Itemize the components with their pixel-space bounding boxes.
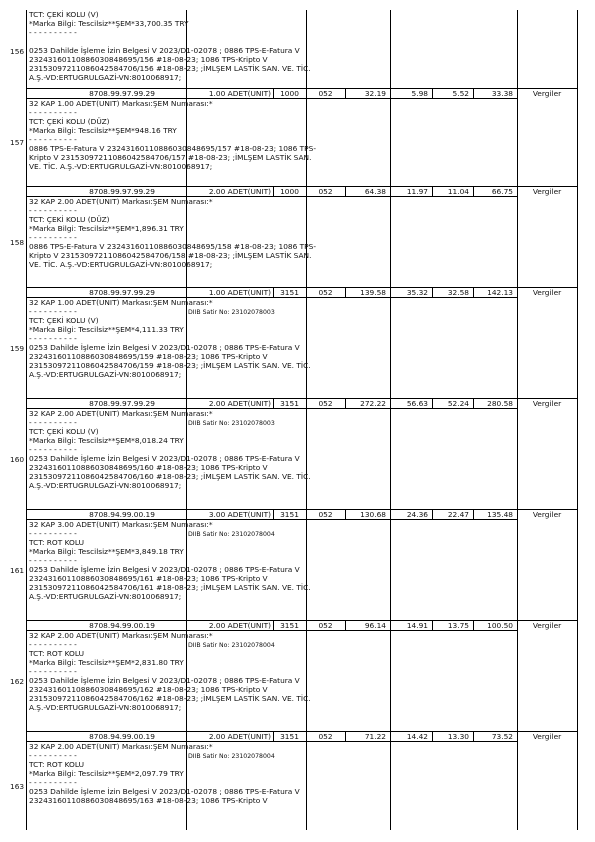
value-2: 5.98: [411, 89, 428, 98]
value-3: 32.58: [447, 288, 469, 297]
description-line: VE. TİC. A.Ş.-VD:ERTUGRULGAZİ-VN:8010068917;: [29, 162, 213, 171]
description-line: A.Ş.-VD:ERTUGRULGAZİ-VN:8010068917;: [29, 592, 182, 601]
description-line: - - - - - - - - - -: [29, 206, 77, 215]
description-line: 23153097211086042584706/161 #18-08-23; ;İMLŞEM LASTİK SAN. VE. TİC.: [29, 583, 311, 592]
description-line: 32 KAP 2.00 ADET(UNIT) Markası:ŞEM Numarası:*: [29, 631, 213, 640]
row-number: 160: [10, 454, 25, 464]
code-b: 052: [318, 288, 333, 297]
description-line: 32 KAP 3.00 ADET(UNIT) Markası:ŞEM Numarası:*: [29, 520, 213, 529]
description-line: TCT: ROT KOLU: [29, 538, 85, 547]
quantity: 2.00 ADET(UNIT): [208, 399, 271, 408]
description-line: - - - - - - - - - -: [29, 307, 77, 316]
value-2: 11.97: [406, 187, 428, 196]
description-line: 23153097211086042584706/160 #18-08-23; ;İMLŞEM LASTİK SAN. VE. TİC.: [29, 472, 311, 481]
description-line: A.Ş.-VD:ERTUGRULGAZİ-VN:8010068917;: [29, 481, 182, 490]
row-number: 158: [10, 237, 25, 247]
tax-column-rule: [517, 10, 518, 830]
gtip-code: 8708.94.99.00.19: [89, 510, 155, 519]
description-line: *Marka Bilgi: Tescilsiz**ŞEM*2,831.80 TRY: [29, 658, 184, 667]
description-line: A.Ş.-VD:ERTUGRULGAZİ-VN:8010068917;: [29, 370, 182, 379]
description-line: A.Ş.-VD:ERTUGRULGAZİ-VN:8010068917;: [29, 703, 182, 712]
code-a: 1000: [280, 89, 299, 98]
description-line: *Marka Bilgi: Tescilsiz**ŞEM*4,111.33 TRY: [29, 325, 184, 334]
gtip-code: 8708.99.97.99.29: [89, 89, 155, 98]
value-2: 56.63: [406, 399, 428, 408]
code-b: 052: [318, 399, 333, 408]
value-3: 13.30: [447, 732, 469, 741]
code-a: 3151: [280, 510, 299, 519]
quantity: 3.00 ADET(UNIT): [208, 510, 271, 519]
diib-line-note: DIIB Satir No: 23102078004: [188, 531, 275, 538]
description-line: A.Ş.-VD:ERTUGRULGAZİ-VN:8010068917;: [29, 73, 182, 82]
description-line: *Marka Bilgi: Tescilsiz**ŞEM*8,018.24 TRY: [29, 436, 184, 445]
diib-line-note: DIIB Satir No: 23102078004: [188, 642, 275, 649]
description-line: - - - - - - - - - -: [29, 778, 77, 787]
description-line: *Marka Bilgi: Tescilsiz**ŞEM*3,849.18 TRY: [29, 547, 184, 556]
value-4: 280.58: [487, 399, 513, 408]
tax-label: Vergiler: [532, 89, 562, 98]
tax-label: Vergiler: [532, 510, 562, 519]
code-a: 3151: [280, 288, 299, 297]
gtip-code: 8708.99.97.99.29: [89, 399, 155, 408]
code-a: 3151: [280, 399, 299, 408]
description-line: - - - - - - - - - -: [29, 28, 77, 37]
code-a: 3151: [280, 621, 299, 630]
quantity: 1.00 ADET(UNIT): [208, 288, 271, 297]
value-4: 66.75: [491, 187, 513, 196]
value-3: 5.52: [452, 89, 469, 98]
description-line: 23243160110886030848695/162 #18-08-23; 1086 TPS-Kripto V: [29, 685, 268, 694]
description-line: - - - - - - - - - -: [29, 751, 77, 760]
description-line: - - - - - - - - - -: [29, 556, 77, 565]
value-1: 32.19: [364, 89, 386, 98]
code-b: 052: [318, 187, 333, 196]
value-3: 13.75: [447, 621, 469, 630]
value-3: 52.24: [447, 399, 469, 408]
value-4: 100.50: [487, 621, 513, 630]
gtip-code: 8708.99.97.99.29: [89, 187, 155, 196]
value-4: 135.48: [487, 510, 513, 519]
description-line: 0253 Dahilde İşleme İzin Belgesi V 2023/D1-02078 ; 0886 TPS-E-Fatura V: [29, 46, 300, 55]
description-line: - - - - - - - - - -: [29, 135, 77, 144]
tax-label: Vergiler: [532, 187, 562, 196]
row-number: 163: [10, 781, 25, 791]
code-b: 052: [318, 510, 333, 519]
gtip-code: 8708.99.97.99.29: [89, 288, 155, 297]
value-3: 22.47: [447, 510, 469, 519]
table-left-border: [26, 10, 27, 830]
description-line: 32 KAP 2.00 ADET(UNIT) Markası:ŞEM Numarası:*: [29, 742, 213, 751]
description-line: TCT: ÇEKİ KOLU (DÜZ): [29, 117, 110, 126]
description-line: *Marka Bilgi: Tescilsiz**ŞEM*948.16 TRY: [29, 126, 177, 135]
quantity: 2.00 ADET(UNIT): [208, 732, 271, 741]
description-line: - - - - - - - - - -: [29, 418, 77, 427]
description-line: 0886 TPS-E-Fatura V 23243160110886030848695/158 #18-08-23; 1086 TPS-: [29, 242, 316, 251]
description-line: 23153097211086042584706/162 #18-08-23; ;İMLŞEM LASTİK SAN. VE. TİC.: [29, 694, 311, 703]
diib-line-note: DIIB Satir No: 23102078003: [188, 309, 275, 316]
code-a: 3151: [280, 732, 299, 741]
description-line: 0253 Dahilde İşleme İzin Belgesi V 2023/D1-02078 ; 0886 TPS-E-Fatura V: [29, 787, 300, 796]
code-a: 1000: [280, 187, 299, 196]
description-line: *Marka Bilgi: Tescilsiz**ŞEM*33,700.35 TRY: [29, 19, 189, 28]
tax-label: Vergiler: [532, 732, 562, 741]
description-line: - - - - - - - - - -: [29, 334, 77, 343]
description-line: - - - - - - - - - -: [29, 667, 77, 676]
code-b: 052: [318, 732, 333, 741]
description-line: - - - - - - - - - -: [29, 529, 77, 538]
description-line: TCT: ÇEKİ KOLU (V): [29, 10, 99, 19]
tax-label: Vergiler: [532, 399, 562, 408]
description-line: 23243160110886030848695/156 #18-08-23; 1086 TPS-Kripto V: [29, 55, 268, 64]
description-line: 23243160110886030848695/161 #18-08-23; 1086 TPS-Kripto V: [29, 574, 268, 583]
code-b: 052: [318, 621, 333, 630]
description-column-rule: [186, 10, 187, 830]
description-line: 0253 Dahilde İşleme İzin Belgesi V 2023/D1-02078 ; 0886 TPS-E-Fatura V: [29, 565, 300, 574]
row-number: 162: [10, 676, 25, 686]
description-line: 32 KAP 1.00 ADET(UNIT) Markası:ŞEM Numarası:*: [29, 99, 213, 108]
value-1: 71.22: [364, 732, 386, 741]
diib-line-note: DIIB Satir No: 23102078004: [188, 753, 275, 760]
description-line: TCT: ÇEKİ KOLU (DÜZ): [29, 215, 110, 224]
description-line: 23153097211086042584706/156 #18-08-23; ;İMLŞEM LASTİK SAN. VE. TİC.: [29, 64, 311, 73]
row-number: 156: [10, 47, 25, 56]
description-line: - - - - - - - - - -: [29, 233, 77, 242]
value-2: 35.32: [406, 288, 428, 297]
description-line: - - - - - - - - - -: [29, 445, 77, 454]
row-number: 157: [10, 138, 25, 147]
description-line: TCT: ÇEKİ KOLU (V): [29, 316, 99, 325]
description-line: Kripto V 23153097211086042584706/158 #18-08-23; ;İMLŞEM LASTİK SAN.: [29, 251, 312, 260]
description-line: Kripto V 23153097211086042584706/157 #18-08-23; ;İMLŞEM LASTİK SAN.: [29, 153, 312, 162]
value-2: 14.91: [406, 621, 428, 630]
value-1: 139.58: [360, 288, 386, 297]
tax-label: Vergiler: [532, 621, 562, 630]
row-number: 161: [10, 565, 25, 575]
description-line: *Marka Bilgi: Tescilsiz**ŞEM*2,097.79 TRY: [29, 769, 184, 778]
value-3: 11.04: [447, 187, 469, 196]
row-number: 159: [10, 343, 25, 353]
value-1: 96.14: [364, 621, 386, 630]
description-line: 0886 TPS-E-Fatura V 23243160110886030848695/157 #18-08-23; 1086 TPS-: [29, 144, 316, 153]
description-line: VE. TİC. A.Ş.-VD:ERTUGRULGAZİ-VN:8010068917;: [29, 260, 213, 269]
description-line: 0253 Dahilde İşleme İzin Belgesi V 2023/D1-02078 ; 0886 TPS-E-Fatura V: [29, 343, 300, 352]
diib-line-note: DIIB Satir No: 23102078003: [188, 420, 275, 427]
value-2: 14.42: [406, 732, 428, 741]
description-line: TCT: ÇEKİ KOLU (V): [29, 427, 99, 436]
quantity: 1.00 ADET(UNIT): [208, 89, 271, 98]
value-4: 73.52: [491, 732, 513, 741]
description-line: *Marka Bilgi: Tescilsiz**ŞEM*1,896.31 TRY: [29, 224, 184, 233]
value-4: 142.13: [487, 288, 513, 297]
value-1: 272.22: [360, 399, 386, 408]
value-2: 24.36: [406, 510, 428, 519]
description-line: - - - - - - - - - -: [29, 640, 77, 649]
quantity: 2.00 ADET(UNIT): [208, 187, 271, 196]
quantity: 2.00 ADET(UNIT): [208, 621, 271, 630]
value-4: 33.38: [491, 89, 513, 98]
description-line: 23243160110886030848695/159 #18-08-23; 1086 TPS-Kripto V: [29, 352, 268, 361]
value-1: 64.38: [364, 187, 386, 196]
description-line: 23243160110886030848695/160 #18-08-23; 1086 TPS-Kripto V: [29, 463, 268, 472]
description-line: TCT: ROT KOLU: [29, 760, 85, 769]
description-line: - - - - - - - - - -: [29, 108, 77, 117]
description-line: 0253 Dahilde İşleme İzin Belgesi V 2023/D1-02078 ; 0886 TPS-E-Fatura V: [29, 454, 300, 463]
description-line: 32 KAP 2.00 ADET(UNIT) Markası:ŞEM Numarası:*: [29, 409, 213, 418]
middle-column-rule: [306, 10, 307, 830]
description-line: 23243160110886030848695/163 #18-08-23; 1086 TPS-Kripto V: [29, 796, 268, 805]
middle-column-rule: [390, 10, 391, 830]
description-line: 32 KAP 2.00 ADET(UNIT) Markası:ŞEM Numarası:*: [29, 197, 213, 206]
value-1: 130.68: [360, 510, 386, 519]
description-line: 32 KAP 1.00 ADET(UNIT) Markası:ŞEM Numarası:*: [29, 298, 213, 307]
gtip-code: 8708.94.99.00.19: [89, 621, 155, 630]
tax-label: Vergiler: [532, 288, 562, 297]
gtip-code: 8708.94.99.00.19: [89, 732, 155, 741]
code-b: 052: [318, 89, 333, 98]
table-right-border: [577, 10, 578, 830]
description-line: TCT: ROT KOLU: [29, 649, 85, 658]
description-line: 0253 Dahilde İşleme İzin Belgesi V 2023/D1-02078 ; 0886 TPS-E-Fatura V: [29, 676, 300, 685]
description-line: 23153097211086042584706/159 #18-08-23; ;İMLŞEM LASTİK SAN. VE. TİC.: [29, 361, 311, 370]
